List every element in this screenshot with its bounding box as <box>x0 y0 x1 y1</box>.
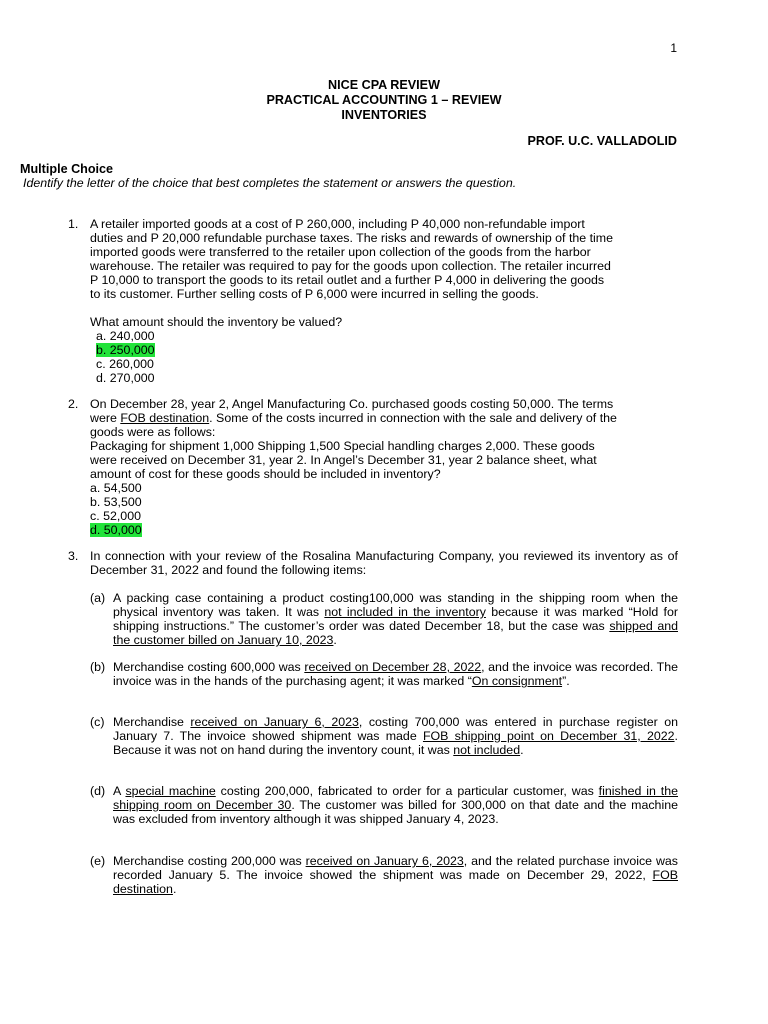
question-1 <box>68 217 678 385</box>
item-a <box>90 591 678 647</box>
item-label: (d) <box>90 784 106 798</box>
choice-b: b. 53,500 <box>90 495 142 509</box>
header-topic: INVENTORIES <box>341 108 427 122</box>
choice-a: a. 240,000 <box>96 329 155 343</box>
stem-line: P 10,000 to transport the goods to its retail outlet and a further P 4,000 in delivering the goods <box>90 273 605 287</box>
item-d <box>90 784 678 826</box>
choice-d: d. 270,000 <box>96 371 155 385</box>
section-instruction: Identify the letter of the choice that best completes the statement or answers the question. <box>23 176 517 190</box>
stem-line: duties and P 20,000 refundable purchase taxes. The risks and rewards of ownership of the time <box>90 231 614 245</box>
stem-line: warehouse. The retailer was required to pay for the goods upon collection. The retailer incurred <box>90 259 611 273</box>
item-label: (c) <box>90 715 105 729</box>
stem-line: to its customer. Further selling costs of P 6,000 were incurred in selling the goods. <box>90 287 539 301</box>
item-label: (b) <box>90 660 106 674</box>
stem-line: were FOB destination. Some of the costs incurred in connection with the sale and delivery of the <box>90 411 617 425</box>
item-text: A packing case containing a product costing100,000 was standing in the shipping room when the physical inventory was taken. It was not included in the inventory because it was marked “Hold for shipping instructions.” The customer’s order was dated December 18, but the case was shipped and the customer billed on January 10, 2023. <box>113 591 678 647</box>
item-text: Merchandise costing 200,000 was received on January 6, 2023, and the related purchase invoice was recorded January 5. The invoice showed the shipment was made on December 29, 2022, FOB destination. <box>113 854 678 896</box>
item-b <box>90 660 678 688</box>
document-header <box>0 78 768 123</box>
choice-a: a. 54,500 <box>90 481 142 495</box>
question-2 <box>68 397 678 537</box>
stem-line: goods were as follows: <box>90 425 216 439</box>
question-number: 3. <box>68 549 79 563</box>
choice-c: c. 52,000 <box>90 509 141 523</box>
choice-c: c. 260,000 <box>96 357 154 371</box>
stem-line: Packaging for shipment 1,000 Shipping 1,500 Special handling charges 2,000. These goods <box>90 439 595 453</box>
item-text: Merchandise received on January 6, 2023, costing 700,000 was entered in purchase register on January 7. The invoice showed shipment was made FOB shipping point on December 31, 2022. Because it was not on hand during the inventory count, it was not included. <box>113 715 678 757</box>
section-title: Multiple Choice <box>20 162 114 176</box>
page-number: 1 <box>670 41 677 55</box>
stem-line: On December 28, year 2, Angel Manufacturing Co. purchased goods costing 50,000. The terms <box>90 397 614 411</box>
question-number: 1. <box>68 217 79 231</box>
question-stem: In connection with your review of the Rosalina Manufacturing Company, you reviewed its inventory as of December 31, 2022 and found the following items: <box>90 549 678 577</box>
choice-d-answer: d. 50,000 <box>90 523 142 537</box>
item-text: A special machine costing 200,000, fabricated to order for a particular customer, was finished in the shipping room on December 30. The customer was billed for 300,000 on that date and the machine was excluded from inventory although it was shipped January 4, 2023. <box>113 784 679 826</box>
stem-line: imported goods were transferred to the retailer upon collection of the goods from the harbor <box>90 245 591 259</box>
stem-line: A retailer imported goods at a cost of P 260,000, including P 40,000 non-refundable import <box>90 217 585 231</box>
question-3 <box>68 549 678 577</box>
item-label: (e) <box>90 854 106 868</box>
header-org: NICE CPA REVIEW <box>328 78 440 92</box>
professor-name: PROF. U.C. VALLADOLID <box>527 134 677 148</box>
stem-line: were received on December 31, year 2. In Angel’s December 31, year 2 balance sheet, what <box>90 453 597 467</box>
choice-b-answer: b. 250,000 <box>96 343 155 357</box>
item-label: (a) <box>90 591 106 605</box>
question-number: 2. <box>68 397 79 411</box>
question-prompt: What amount should the inventory be valued? <box>90 315 343 329</box>
item-text: Merchandise costing 600,000 was received on December 28, 2022, and the invoice was recorded. The invoice was in the hands of the purchasing agent; it was marked “On consignment”. <box>113 660 678 688</box>
item-e <box>90 854 678 896</box>
stem-line: amount of cost for these goods should be included in inventory? <box>90 467 441 481</box>
header-course: PRACTICAL ACCOUNTING 1 – REVIEW <box>266 93 502 107</box>
item-c <box>90 715 678 757</box>
